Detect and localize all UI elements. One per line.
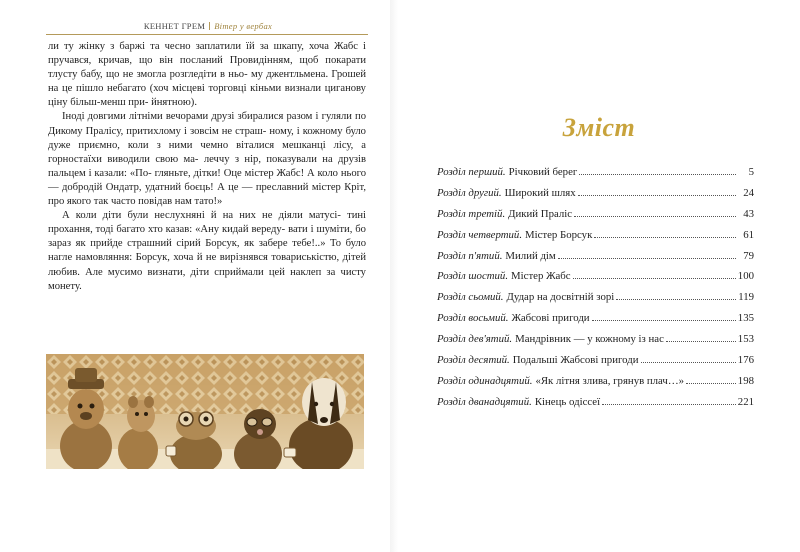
toc-chapter: Розділ десятий. <box>437 354 510 367</box>
toc-chapter-title: Милий дім <box>505 249 556 262</box>
toc-chapter: Розділ третій. <box>437 207 506 220</box>
text-line: Ондатр, удатний боєць! А це — преславний містер Кріт, <box>105 181 366 193</box>
toc-leader-dots <box>666 333 736 342</box>
toc-chapter-title: Дикий Праліс <box>508 207 573 220</box>
toc-leader-dots <box>574 208 736 217</box>
toc-chapter: Розділ дванадцятий. <box>437 395 532 408</box>
toc-leader-dots <box>573 270 736 279</box>
toc-page-number: 153 <box>737 333 754 346</box>
toc-page-number: 61 <box>743 228 754 241</box>
toc-entry[interactable] <box>437 229 754 250</box>
toc-entry[interactable] <box>437 375 754 396</box>
text-line: ли ту жінку з баржі та чесно заплатили їй за шкапу, хоча <box>48 41 329 52</box>
running-head-author: КЕННЕТ ГРЕМ <box>143 21 206 31</box>
running-head <box>52 21 364 31</box>
paragraph-2 <box>48 110 366 209</box>
toc-leader-dots <box>602 396 736 405</box>
toc-leader-dots <box>686 375 736 384</box>
toc-leader-dots <box>592 312 736 321</box>
toc-leader-dots <box>616 291 736 300</box>
text-line: вати і шуміти, бо зараз як прийде страшний сірий Борсук, <box>48 224 366 250</box>
toc-title: Зміст <box>562 113 636 142</box>
toc-chapter: Розділ четвертий. <box>437 228 523 241</box>
toc-chapter: Розділ сьомий. <box>437 291 504 304</box>
toc-chapter-title: Містер Борсук <box>525 228 593 241</box>
toc-page-number: 135 <box>737 312 754 325</box>
toc-chapter-title: Кінець одіссеї <box>534 395 601 408</box>
text-line: визнати, діти сприймали цей наклеп за чисту монету. <box>48 266 366 292</box>
running-head-series: Вітер у вербах <box>214 21 273 31</box>
book-spine <box>390 0 398 552</box>
toc-chapter-title: Подальші Жабсові пригоди <box>512 354 639 367</box>
toc-page-number: 79 <box>743 249 754 262</box>
text-line: як забере тебе!..» То було нагле намовляння: Борсук, хоча <box>48 238 366 264</box>
paragraph-3 <box>48 209 366 294</box>
text-line: торговці кіньми визнали циганову ціну більш-менш при- <box>48 83 366 109</box>
text-line: віталися мешканці лісу, а горностаїхи виводили свою ма- <box>48 139 366 165</box>
toad-character <box>170 412 222 469</box>
toc-entry[interactable] <box>437 166 754 187</box>
text-line: тині прохання, тоді багато хто казав: «Ану кидай вереду- <box>48 210 366 236</box>
toc-entry[interactable] <box>437 291 754 312</box>
text-line: А коли діти були неслухняні й на них не діяли матусі- <box>62 210 341 222</box>
text-line: ному, і кожному було дуже приємно, коли з ними чемно <box>48 125 366 151</box>
toc-page-number: 24 <box>743 186 754 199</box>
toc-chapter: Розділ перший. <box>437 166 506 178</box>
toc-chapter-title: Жабсові пригоди <box>511 312 590 325</box>
toc-leader-dots <box>594 229 736 238</box>
left-page <box>0 0 390 552</box>
text-line: щоб покарати тлусту бабу, що не змогла розгледіти в ньо- <box>48 55 366 81</box>
toc-chapter-title: Широкий шлях <box>504 186 576 199</box>
animals-illustration <box>46 354 364 469</box>
toc-page-number: 198 <box>737 374 754 387</box>
text-line: йнятною). <box>151 97 197 109</box>
text-line: Жабс і пручався, кричав, що він посланий Провидінням, <box>48 41 366 67</box>
toc-leader-dots <box>641 354 736 363</box>
text-line: му джентльмена. Грошей на це пішло небагато (хоч місцеві <box>48 69 366 95</box>
toc-page-number: 5 <box>748 166 754 178</box>
paragraph-1 <box>48 40 366 110</box>
toc-chapter: Розділ восьмий. <box>437 312 509 325</box>
table-of-contents <box>437 166 754 417</box>
toc-page-number: 119 <box>738 291 754 304</box>
toc-page-number: 176 <box>737 354 754 367</box>
toc-chapter: Розділ другий. <box>437 186 502 199</box>
text-line: і гуляли по Дикому Праліcу, притихлому і зовсім не страш- <box>48 111 367 137</box>
toc-chapter-title: Мандрівник — у кожному із нас <box>515 333 664 346</box>
toc-entry[interactable] <box>437 396 754 417</box>
toc-entry[interactable] <box>437 187 754 208</box>
toc-chapter: Розділ шостий. <box>437 270 509 283</box>
body-text <box>48 40 366 294</box>
toc-page-number: 100 <box>737 270 754 283</box>
toc-entry[interactable] <box>437 208 754 229</box>
teacup <box>166 446 176 456</box>
toc-chapter-title: «Як літня злива, грянув плач…» <box>535 374 685 387</box>
running-head-separator <box>209 22 210 30</box>
toc-chapter: Розділ дев'ятий. <box>437 333 513 346</box>
header-rule <box>46 34 368 35</box>
toc-entry[interactable] <box>437 312 754 333</box>
toc-leader-dots <box>579 166 736 175</box>
toc-page-number: 43 <box>743 207 754 220</box>
toc-chapter-title: Дудар на досвітній зорі <box>506 291 615 304</box>
text-line: Іноді довгими літніми вечорами друзі збиралися разом <box>62 111 313 123</box>
text-line: про якого так часто повідав нам тато!» <box>48 196 223 208</box>
toc-entry[interactable] <box>437 354 754 375</box>
toc-chapter: Розділ п'ятий. <box>437 249 503 262</box>
toc-entry[interactable] <box>437 250 754 271</box>
text-line: гляньте, дітки! Оце містер Жабс! А коло нього — добродій <box>48 167 366 193</box>
text-line: леччу з нір, показували на друзів пальцем і казали: «По- <box>48 153 366 179</box>
toc-leader-dots <box>558 250 736 259</box>
toc-entry[interactable] <box>437 270 754 291</box>
text-line: й не вирізнявся товариськістю, дітей любив. Але мусимо <box>48 252 366 278</box>
toc-page-number: 221 <box>737 395 754 408</box>
toc-chapter-title: Містер Жабс <box>511 270 571 283</box>
toc-chapter: Розділ одинадцятий. <box>437 374 533 387</box>
toc-leader-dots <box>578 187 736 196</box>
toc-entry[interactable] <box>437 333 754 354</box>
toc-chapter-title: Річковий берег <box>508 166 578 178</box>
teacup <box>284 448 296 457</box>
